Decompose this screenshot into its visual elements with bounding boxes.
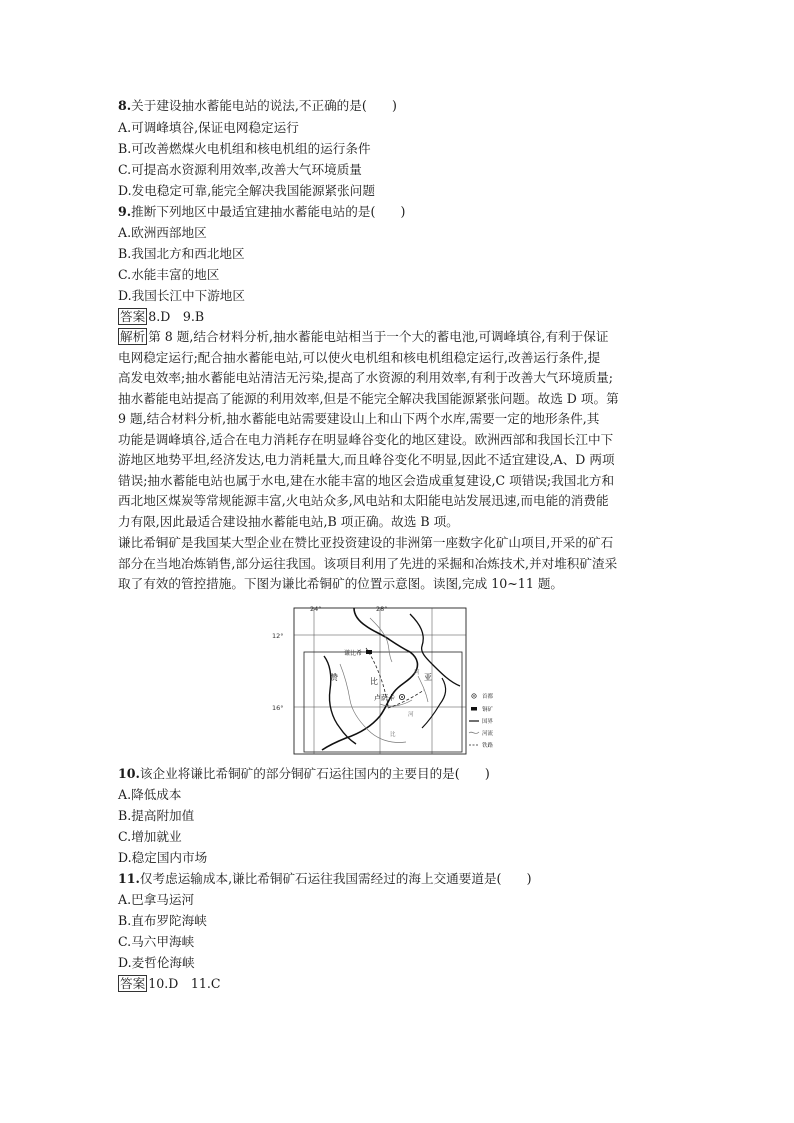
analysis-line: 9 题,结合材料分析,抽水蓄能电站需要建设山上和山下两个水库,需要一定的地形条件,其 (118, 411, 600, 426)
map-legend (469, 692, 494, 749)
analysis-line: 功能是调峰填谷,适合在电力消耗存在明显峰谷变化的地区建设。欧洲西部和我国长江中下 (118, 431, 614, 447)
analysis-line (118, 327, 676, 348)
q8-option-a: A.可调峰填谷,保证电网稳定运行 (118, 120, 299, 135)
q11-option-b: B.直布罗陀海峡 (118, 913, 207, 928)
analysis-text: 第 8 题,结合材料分析,抽水蓄能电站相当于一个大的蓄电池,可调峰填谷,有利于保证 (148, 329, 609, 344)
q8-option-d: D.发电稳定可靠,能完全解决我国能源紧张问题 (118, 183, 375, 198)
capital-marker-dot (401, 696, 403, 698)
legend-capital-symbol-dot (473, 695, 474, 696)
answer-text: 8.D 9.B (148, 309, 205, 324)
legend-river-symbol (469, 732, 479, 733)
analysis-line: 游地区地势平坦,经济发达,电力消耗量大,而且峰谷变化不明显,因此不适宜建设,A、D 两项 (118, 452, 615, 467)
answer-row-1 (118, 307, 204, 327)
lat-label: 16° (272, 704, 284, 712)
question-9-stem (118, 202, 405, 222)
legend-label: 河流 (482, 731, 494, 737)
river-char: 河 (414, 670, 420, 676)
analysis-line: 错误;抽水蓄能电站也属于水电,建在水能丰富的地区会造成重复建设,C 项错误;我国北方和 (118, 472, 615, 488)
map-svg (270, 604, 526, 756)
q10-option-b: B.提高附加值 (118, 808, 195, 823)
analysis-tag: 解析 (120, 329, 146, 344)
question-number: 8. (118, 98, 132, 113)
q9-option-c: C.水能丰富的地区 (118, 267, 220, 282)
question-text: 推断下列地区中最适宜建抽水蓄能电站的是( ) (131, 204, 406, 219)
answer-text: 10.D 11.C (148, 976, 221, 991)
intro-line: 部分在当地冶炼销售,部分运往我国。该项目利用了先进的采掘和冶炼技术,并对堆积矿渣采 (118, 555, 618, 571)
q11-option-c: C.马六甲海峡 (118, 934, 195, 949)
question-number: 11. (118, 871, 140, 886)
national-border (422, 678, 446, 728)
analysis-line: 西北地区煤炭等常规能源丰富,火电站众多,风电站和太阳能电站发展迅速,而电能的消费能 (118, 493, 609, 508)
capital-label: 卢萨卡 (374, 694, 395, 702)
material-intro (118, 533, 678, 595)
analysis-line: 抽水蓄能电站提高了能源的利用效率,但是不能完全解决我国能源紧张问题。故选 D 项。第 (118, 390, 619, 406)
q11-option-d: D.麦哲伦海峡 (118, 955, 195, 970)
answer-row-2 (118, 974, 221, 994)
q9-option-a: A.欧洲西部地区 (118, 225, 207, 240)
question-text: 仅考虑运输成本,谦比希铜矿石运往我国需经过的海上交通要道是( ) (139, 871, 532, 886)
question-text: 该企业将谦比希铜矿的部分铜矿石运往国内的主要目的是( ) (139, 766, 490, 781)
location-map (270, 604, 526, 756)
q10-option-d: D.稳定国内市场 (118, 850, 208, 865)
intro-line: 取了有效的管控措施。下图为谦比希铜矿的位置示意图。读图,完成 10~11 题。 (118, 576, 564, 591)
country-char: 比 (370, 677, 378, 686)
q9-option-d: D.我国长江中下游地区 (118, 288, 245, 303)
answer-tag: 答案 (120, 309, 146, 324)
q8-option-b: B.可改善燃煤火电机组和核电机组的运行条件 (118, 141, 371, 156)
intro-line: 谦比希铜矿是我国某大型企业在赞比亚投资建设的非洲第一座数字化矿山项目,开采的矿石 (118, 535, 614, 550)
question-11-stem (118, 869, 532, 889)
question-10-stem (118, 764, 490, 784)
river-char: 河 (408, 712, 414, 718)
country-char: 赞 (330, 673, 338, 682)
question-text: 关于建设抽水蓄能电站的说法,不正确的是( ) (131, 98, 397, 113)
national-border (324, 656, 356, 744)
question-8-stem (118, 96, 397, 116)
analysis-block (118, 327, 676, 532)
answer-tag: 答案 (120, 976, 146, 991)
q10-option-a: A.降低成本 (118, 787, 182, 802)
lon-label: 24° (310, 605, 322, 613)
legend-label: 铜矿 (482, 707, 494, 713)
river-char: 比 (390, 732, 396, 738)
mine-label: 谦比希 (344, 650, 363, 657)
question-number: 9. (118, 204, 132, 219)
lat-label: 12° (272, 632, 284, 640)
country-char: 亚 (424, 673, 432, 682)
analysis-line: 力有限,因此最适合建设抽水蓄能电站,B 项正确。故选 B 项。 (118, 513, 459, 529)
legend-label: 首都 (482, 694, 494, 700)
legend-mine-symbol (471, 707, 477, 711)
lon-label: 28° (376, 605, 388, 613)
analysis-line: 电网稳定运行;配合抽水蓄能电站,可以使火电机组和核电机组稳定运行,改善运行条件,提 (118, 349, 601, 365)
analysis-line: 高发电效率;抽水蓄能电站清洁无污染,提高了水资源的利用效率,有利于改善大气环境质量; (118, 370, 614, 385)
q8-option-c: C.可提高水资源利用效率,改善大气环境质量 (118, 162, 362, 177)
legend-label: 国界 (482, 719, 494, 725)
copper-mine-marker (366, 650, 372, 654)
river (340, 664, 406, 743)
question-number: 10. (118, 766, 140, 781)
q11-option-a: A.巴拿马运河 (118, 892, 195, 907)
inset-frame (304, 652, 462, 752)
q9-option-b: B.我国北方和西北地区 (118, 246, 245, 261)
legend-label: 铁路 (482, 743, 494, 749)
q10-option-c: C.增加就业 (118, 829, 182, 844)
